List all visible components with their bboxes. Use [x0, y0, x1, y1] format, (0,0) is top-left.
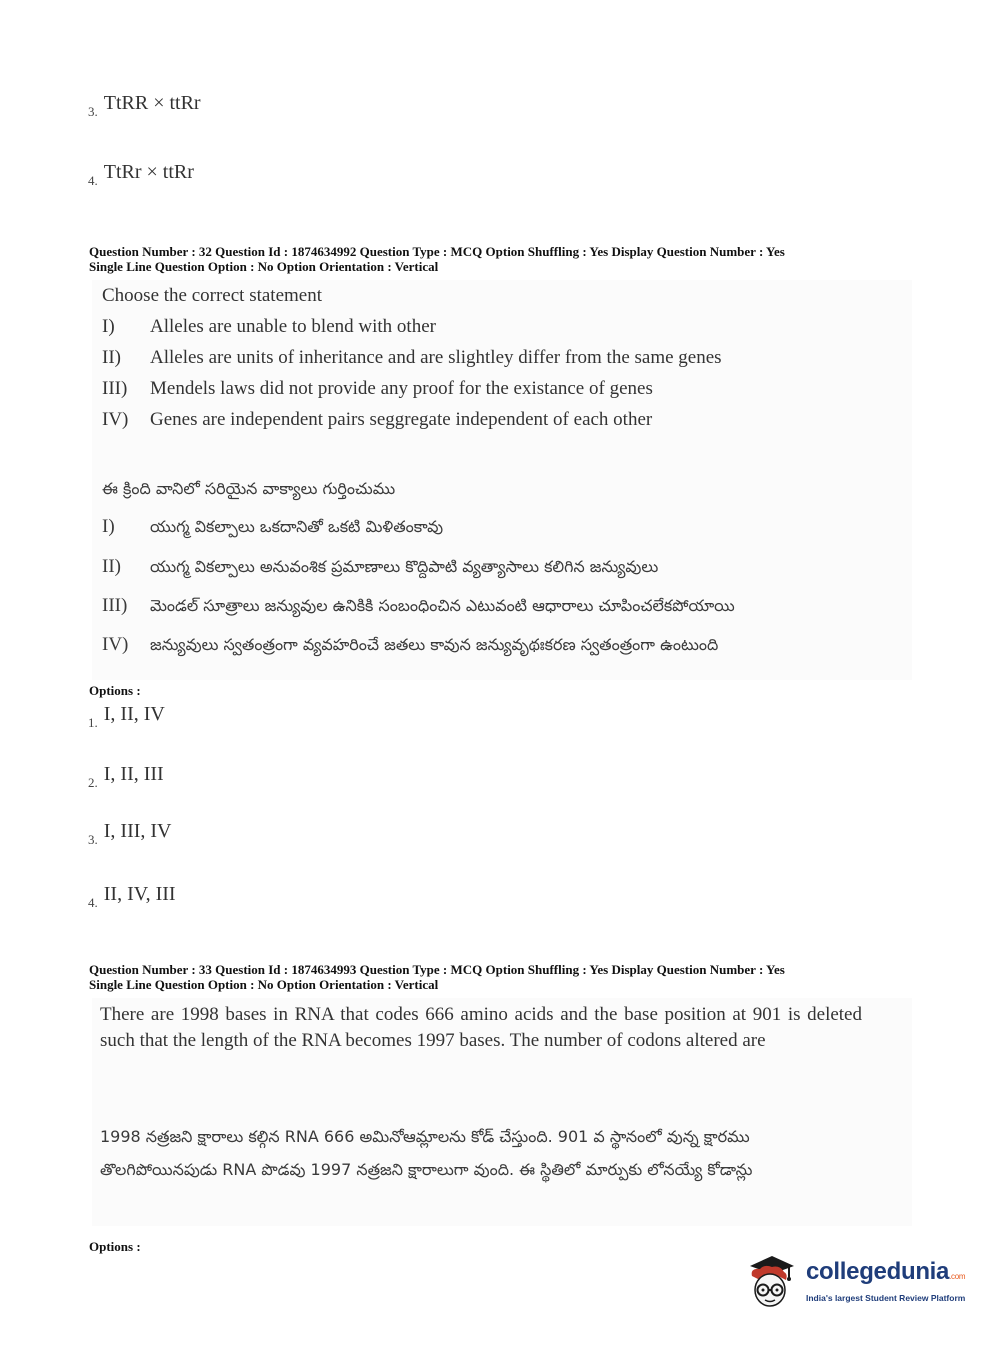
q33-options-label: Options :	[89, 1239, 141, 1254]
q32-option-4[interactable]	[88, 883, 176, 910]
option-number: 1.	[88, 715, 98, 730]
option-number: 3.	[88, 832, 98, 847]
q33-text-te: 1998 నత్రజని క్షారాలు కల్గిన RNA 666 అమినోఆమ్లాలను కోడ్ చేస్తుంది. 901 వ స్థానంలో వున్న క్షారము తొలగిపోయినపుడు RNA పొడవు 1997 నత్రజని క్షారాలుగా వుంది. ఈ స్థితిలో మార్పుకు లోనయ్యే కోడాన్లు	[100, 1127, 753, 1179]
question-33-meta	[89, 962, 909, 992]
q32-statement-en-3	[102, 378, 653, 400]
prev-option-3[interactable]	[88, 92, 201, 119]
option-text: II, IV, III	[103, 883, 176, 905]
q32-option-1[interactable]	[88, 703, 165, 730]
q32-options-label: Options :	[89, 683, 141, 698]
logo-tagline: India's largest Student Review Platform	[806, 1293, 966, 1303]
option-number: 3.	[88, 104, 98, 119]
q32-option-3[interactable]	[88, 820, 172, 847]
meta-line-2: Single Line Question Option : No Option Orientation : Vertical	[89, 259, 439, 274]
meta-line-1: Question Number : 32 Question Id : 1874634992 Question Type : MCQ Option Shuffling : Yes Display Question Number : Yes	[89, 244, 785, 259]
q32-statement-en-2	[102, 347, 722, 369]
option-text: I, II, III	[103, 763, 164, 785]
statement-text: మెండల్ సూత్రాలు జన్యువుల ఉనికికి సంబంధించిన ఎటువంటి ఆధారాలు చూపించలేకపోయాయి	[150, 596, 735, 615]
question-32-meta	[89, 244, 909, 274]
option-text: TtRR × ttRr	[103, 92, 201, 114]
option-number: 4.	[88, 895, 98, 910]
mascot-icon	[742, 1252, 798, 1310]
q32-statement-te-2	[102, 556, 658, 580]
roman-numeral: I)	[102, 516, 115, 537]
roman-numeral: I)	[102, 316, 115, 337]
statement-text: Alleles are units of inheritance and are slightley differ from the same genes	[150, 347, 722, 368]
roman-numeral: III)	[102, 378, 128, 399]
option-number: 4.	[88, 173, 98, 188]
roman-numeral: II)	[102, 347, 121, 368]
q33-text-en: There are 1998 bases in RNA that codes 666 amino acids and the base position at 901 is deleted such that the length of the RNA becomes 1997 bases. The number of codons altered are	[100, 1004, 862, 1051]
option-text: TtRr × ttRr	[103, 161, 194, 183]
statement-text: యుగ్మ వికల్పాలు అనువంశిక ప్రమాణాలు కొద్దిపాటి వ్యత్యాసాలు కలిగిన జన్యువులు	[150, 557, 659, 576]
prev-option-4[interactable]	[88, 161, 194, 188]
roman-numeral: IV)	[102, 409, 129, 430]
q32-prompt-te: ఈ క్రింది వానిలో సరియైన వాక్యాలు గుర్తించుము	[102, 479, 396, 498]
statement-text: Genes are independent pairs seggregate independent of each other	[150, 409, 653, 430]
q32-statement-te-4	[102, 634, 718, 658]
roman-numeral: III)	[102, 595, 128, 616]
option-text: I, II, IV	[103, 703, 165, 725]
statement-text: Mendels laws did not provide any proof for the existance of genes	[150, 378, 653, 399]
q32-option-2[interactable]	[88, 763, 164, 790]
q32-statement-en-4	[102, 409, 652, 431]
statement-text: Alleles are unable to blend with other	[150, 316, 436, 337]
statement-text: జన్యువులు స్వతంత్రంగా వ్యవహరించే జతలు కావున జన్యువృథఃకరణ స్వతంత్రంగా ఉంటుంది	[150, 635, 719, 654]
q32-statement-en-1	[102, 316, 436, 338]
option-text: I, III, IV	[103, 820, 172, 842]
collegedunia-logo	[742, 1248, 972, 1314]
q32-statement-te-3	[102, 595, 735, 619]
meta-line-1: Question Number : 33 Question Id : 1874634993 Question Type : MCQ Option Shuffling : Yes Display Question Number : Yes	[89, 962, 785, 977]
logo-name: collegedunia	[806, 1258, 950, 1285]
meta-line-2: Single Line Question Option : No Option Orientation : Vertical	[89, 977, 439, 992]
option-number: 2.	[88, 775, 98, 790]
q32-statement-te-1	[102, 516, 443, 540]
logo-suffix: .com	[949, 1272, 966, 1281]
statement-text: యుగ్మ వికల్పాలు ఒకదానితో ఒకటి మిళితంకావు	[150, 517, 444, 536]
roman-numeral: II)	[102, 556, 121, 577]
logo-wordmark	[806, 1259, 965, 1290]
roman-numeral: IV)	[102, 634, 129, 655]
q32-prompt-en: Choose the correct statement	[102, 285, 323, 306]
